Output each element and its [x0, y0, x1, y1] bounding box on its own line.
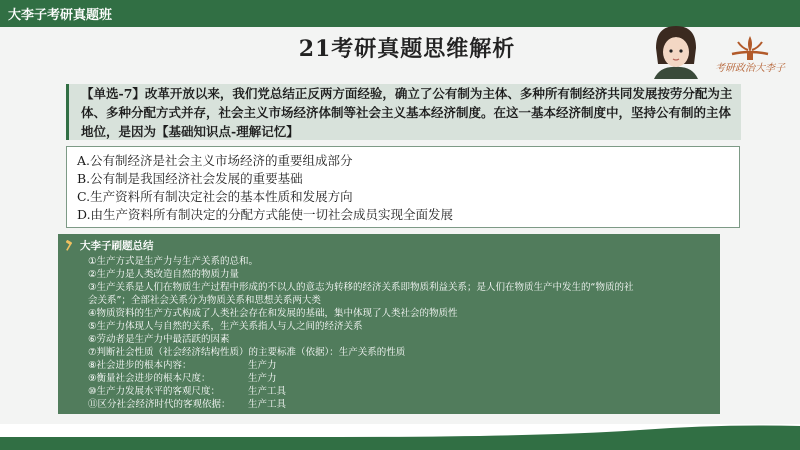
- summary-item: ⑨衡量社会进步的根本尺度：: [88, 373, 211, 384]
- summary-item: ⑥劳动者是生产力中最活跃的因素: [88, 334, 230, 345]
- summary-answer: 生产工具: [248, 399, 287, 410]
- page-title: 21考研真题思维解析: [298, 36, 516, 62]
- summary-item: ⑧社会进步的根本内容：: [88, 360, 192, 371]
- option-c[interactable]: C.生产资料所有制决定社会的基本性质和发展方向: [77, 189, 353, 204]
- summary-item: ⑩生产力发展水平的客观尺度：: [88, 386, 221, 397]
- question-box: [66, 84, 741, 140]
- summary-item: ⑪区分社会经济时代的客观依据：: [88, 399, 231, 410]
- summary-answer: 生产工具: [248, 386, 287, 397]
- summary-answer: 生产力: [248, 360, 277, 371]
- summary-title: 大李子刷题总结: [80, 240, 154, 252]
- option-a[interactable]: A.公有制经济是社会主义市场经济的重要组成部分: [77, 153, 353, 168]
- gavel-icon: [64, 240, 76, 252]
- summary-item: 会关系”；全部社会关系分为物质关系和思想关系两大类: [88, 295, 321, 306]
- option-b[interactable]: B.公有制是我国经济社会发展的重要基础: [77, 171, 303, 186]
- option-d[interactable]: D.由生产资料所有制决定的分配方式能使一切社会成员实现全面发展: [77, 207, 454, 222]
- summary-answer: 生产力: [248, 373, 277, 384]
- summary-item: ③生产关系是人们在物质生产过程中形成的不以人的意志为转移的经济关系即物质利益关系；是人们在物质生产中发生的“物质的社: [88, 282, 634, 293]
- logo-caption: 考研政治大李子: [715, 63, 785, 74]
- summary-panel: [58, 234, 720, 414]
- brand-name: 大李子考研真题班: [8, 8, 113, 23]
- question-text: 【单选-7】改革开放以来，我们党总结正反两方面经验，确立了公有制为主体、多种所有制经济共同发展按劳分配为主体、多种分配方式并存，社会主义市场经济体制等社会主义基本经济制度。在这一基本经济制度中，坚持公有制的主体地位，是因为【基础知识点-理解记忆】: [81, 86, 733, 139]
- footer-wave: [340, 424, 800, 450]
- summary-item: ④物质资料的生产方式构成了人类社会存在和发展的基础，集中体现了人类社会的物质性: [88, 308, 458, 319]
- teacher-avatar: [650, 24, 702, 79]
- summary-item: ⑦判断社会性质（社会经济结构性质）的主要标准（依据）：生产关系的性质: [88, 347, 406, 358]
- summary-item: ⑤生产力体现人与自然的关系，生产关系指人与人之间的经济关系: [88, 321, 363, 332]
- summary-item: ②生产力是人类改造自然的物质力量: [88, 269, 240, 280]
- options-box: [66, 146, 740, 228]
- top-bar: [0, 0, 800, 27]
- summary-item: ①生产方式是生产力与生产关系的总和。: [88, 256, 259, 267]
